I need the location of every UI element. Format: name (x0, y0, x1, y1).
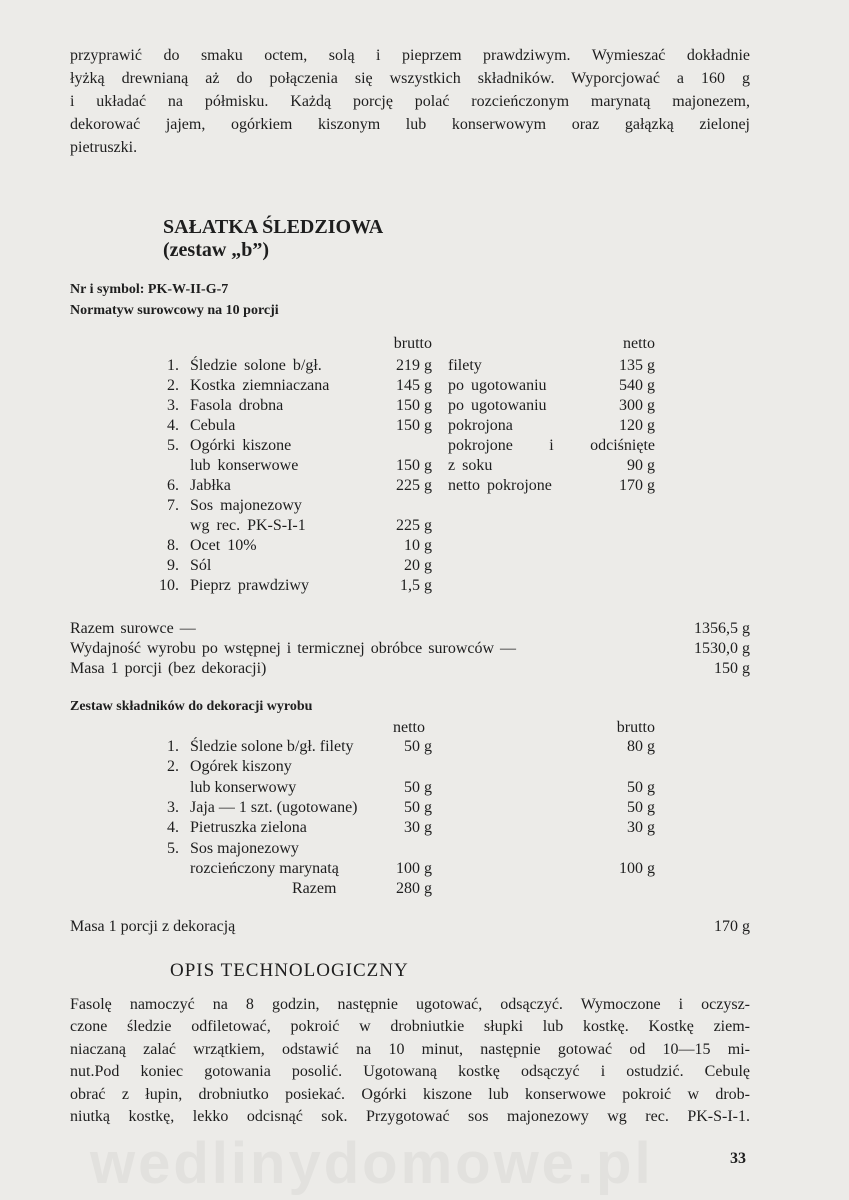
netto-value: 100 g (396, 859, 432, 877)
technology-line: niutką kostkę, lekko odcisnąć sok. Przygotować sos majonezowy wg rec. PK-S-I-1. (70, 1108, 750, 1126)
watermark: wedlinydomowe.pl (90, 1131, 654, 1196)
brutto-value: 1,5 g (400, 577, 432, 594)
table-row (0, 738, 849, 758)
netto-value: 540 g (619, 377, 655, 394)
row-number: 1. (167, 357, 179, 374)
table-row (0, 457, 849, 477)
netto-description: pokrojona (448, 417, 513, 434)
table-row (0, 557, 849, 577)
table-row (0, 477, 849, 497)
netto-description: pokrojone i odciśnięte (448, 437, 655, 454)
ingredient-name: lub konserwowe (190, 457, 299, 474)
table-row (0, 799, 849, 819)
recipe-subtitle: (zestaw „b”) (163, 239, 270, 261)
decoration-heading: Zestaw składników do dekoracji wyrobu (70, 699, 313, 714)
technology-line: niaczaną zalać wrzątkiem, odstawić na 10 minut, następnie gotować od 10—15 mi- (70, 1040, 750, 1058)
row-number: 10. (159, 577, 179, 594)
ingredient-name: Sos majonezowy (190, 497, 302, 514)
decoration-header-brutto: brutto (616, 719, 655, 736)
header-netto: netto (623, 335, 655, 352)
technology-heading: OPIS TECHNOLOGICZNY (170, 960, 409, 981)
ingredient-name: wg rec. PK-S-I-1 (190, 517, 306, 534)
portion-label: Masa 1 porcji z dekoracją (70, 918, 236, 935)
brutto-value: 225 g (396, 517, 432, 534)
total-label: Wydajność wyrobu po wstępnej i termicznej obróbce surowców — (70, 640, 517, 657)
brutto-value: 20 g (404, 557, 432, 574)
decoration-name: lub konserwowy (190, 778, 297, 796)
table-row (0, 819, 849, 839)
brutto-value: 30 g (627, 819, 655, 837)
brutto-value: 145 g (396, 377, 432, 394)
decoration-name: Sos majonezowy (190, 839, 299, 857)
decoration-name: Śledzie solone b/gł. filety (190, 738, 354, 755)
table-row (0, 377, 849, 397)
row-number: 2. (167, 758, 179, 776)
brutto-value: 50 g (627, 798, 655, 816)
row-number: 4. (167, 417, 179, 434)
brutto-value: 219 g (396, 357, 432, 374)
row-number: 3. (167, 798, 179, 816)
table-row (0, 357, 849, 377)
ingredient-name: Ocet 10% (190, 537, 257, 554)
ingredient-name: Śledzie solone b/gł. (190, 357, 322, 374)
intro-line: i układać na półmisku. Każdą porcję polać rozcieńczonym marynatą majonezem, (70, 93, 750, 110)
ingredient-name: Ogórki kiszone (190, 437, 292, 454)
technology-paragraph (70, 994, 750, 1128)
ingredient-name: Kostka ziemniaczana (190, 377, 330, 394)
intro-line: łyżką drewnianą aż do połączenia się wszystkich składników. Wyporcjować a 160 g (70, 70, 750, 87)
netto-value: 50 g (404, 778, 432, 796)
row-number: 1. (167, 738, 179, 755)
netto-description: netto pokrojone (448, 477, 552, 494)
table-row (0, 537, 849, 557)
table-row (0, 660, 849, 680)
decoration-name: Ogórek kiszony (190, 758, 292, 776)
row-number: 5. (167, 437, 179, 454)
recipe-title: SAŁATKA ŚLEDZIOWA (163, 216, 384, 238)
intro-line: przyprawić do smaku octem, solą i pieprzem prawdziwym. Wymieszać dokładnie (70, 47, 750, 64)
row-number: 2. (167, 377, 179, 394)
total-value: 150 g (714, 660, 750, 677)
row-number: 7. (167, 497, 179, 514)
total-label: Masa 1 porcji (bez dekoracji) (70, 660, 267, 677)
table-row (0, 758, 849, 778)
portion-value: 170 g (714, 918, 750, 935)
technology-line: czone śledzie odfiletować, pokroić w drobniutkie słupki lub kostkę. Kostkę ziem- (70, 1018, 750, 1036)
table-row (0, 620, 849, 640)
table-row (0, 840, 849, 860)
row-number: 6. (167, 477, 179, 494)
table-row (0, 860, 849, 880)
netto-description: po ugotowaniu (448, 397, 547, 414)
intro-line: dekorować jajem, ogórkiem kiszonym lub konserwowym oraz gałązką zielonej (70, 116, 750, 133)
brutto-value: 225 g (396, 477, 432, 494)
technology-line: nut.Pod koniec gotowania posolić. Ugotowaną kostkę odsączyć i ostudzić. Cebulę (70, 1063, 750, 1081)
brutto-value: 150 g (396, 457, 432, 474)
ingredient-name: Sól (190, 557, 212, 574)
ingredient-name: Fasola drobna (190, 397, 284, 414)
total-value: 1530,0 g (694, 640, 750, 657)
decoration-name: rozcieńczony marynatą (190, 859, 339, 877)
technology-line: Fasolę namoczyć na 8 godzin, następnie ugotować, odsączyć. Wymoczone i oczysz- (70, 996, 750, 1013)
row-number: 9. (167, 557, 179, 574)
table-row (0, 640, 849, 660)
ingredient-name: Jabłka (190, 477, 231, 494)
row-number: 3. (167, 397, 179, 414)
decoration-name: Jaja — 1 szt. (ugotowane) (190, 798, 358, 816)
ingredient-name: Pieprz prawdziwy (190, 577, 309, 594)
intro-line: pietruszki. (70, 139, 138, 156)
decoration-header-netto: netto (393, 719, 425, 736)
netto-description: filety (448, 357, 482, 374)
netto-value: 120 g (619, 417, 655, 434)
brutto-value: 150 g (396, 417, 432, 434)
table-row (0, 779, 849, 799)
total-value: 1356,5 g (694, 620, 750, 637)
ingredient-name: Cebula (190, 417, 236, 434)
decoration-name: Pietruszka zielona (190, 819, 307, 837)
brutto-value: 10 g (404, 537, 432, 554)
netto-value: 90 g (627, 457, 655, 474)
netto-value: 50 g (404, 798, 432, 816)
netto-value: 50 g (404, 738, 432, 755)
recipe-symbol: Nr i symbol: PK-W-II-G-7 (70, 282, 229, 297)
table-row (0, 577, 849, 597)
total-label: Razem surowce — (70, 620, 196, 637)
decoration-total-value: 280 g (396, 880, 432, 897)
page-number: 33 (730, 1150, 746, 1167)
netto-value: 300 g (619, 397, 655, 414)
brutto-value: 150 g (396, 397, 432, 414)
table-row (0, 437, 849, 457)
table-row (0, 497, 849, 517)
technology-line: obrać z łupin, drobniutko posiekać. Ogórki kiszone lub konserwowe pokroić w drob- (70, 1085, 750, 1103)
row-number: 5. (167, 839, 179, 857)
row-number: 8. (167, 537, 179, 554)
table-row (0, 517, 849, 537)
netto-description: po ugotowaniu (448, 377, 547, 394)
netto-description: z soku (448, 457, 493, 474)
header-brutto: brutto (393, 335, 432, 352)
netto-value: 30 g (404, 819, 432, 837)
brutto-value: 100 g (619, 859, 655, 877)
intro-paragraph (70, 44, 750, 159)
table-row (0, 397, 849, 417)
brutto-value: 50 g (627, 778, 655, 796)
brutto-value: 80 g (627, 738, 655, 755)
decoration-total-label: Razem (292, 880, 337, 897)
recipe-norm: Normatyw surowcowy na 10 porcji (70, 303, 279, 318)
netto-value: 135 g (619, 357, 655, 374)
netto-value: 170 g (619, 477, 655, 494)
table-row (0, 417, 849, 437)
row-number: 4. (167, 819, 179, 837)
